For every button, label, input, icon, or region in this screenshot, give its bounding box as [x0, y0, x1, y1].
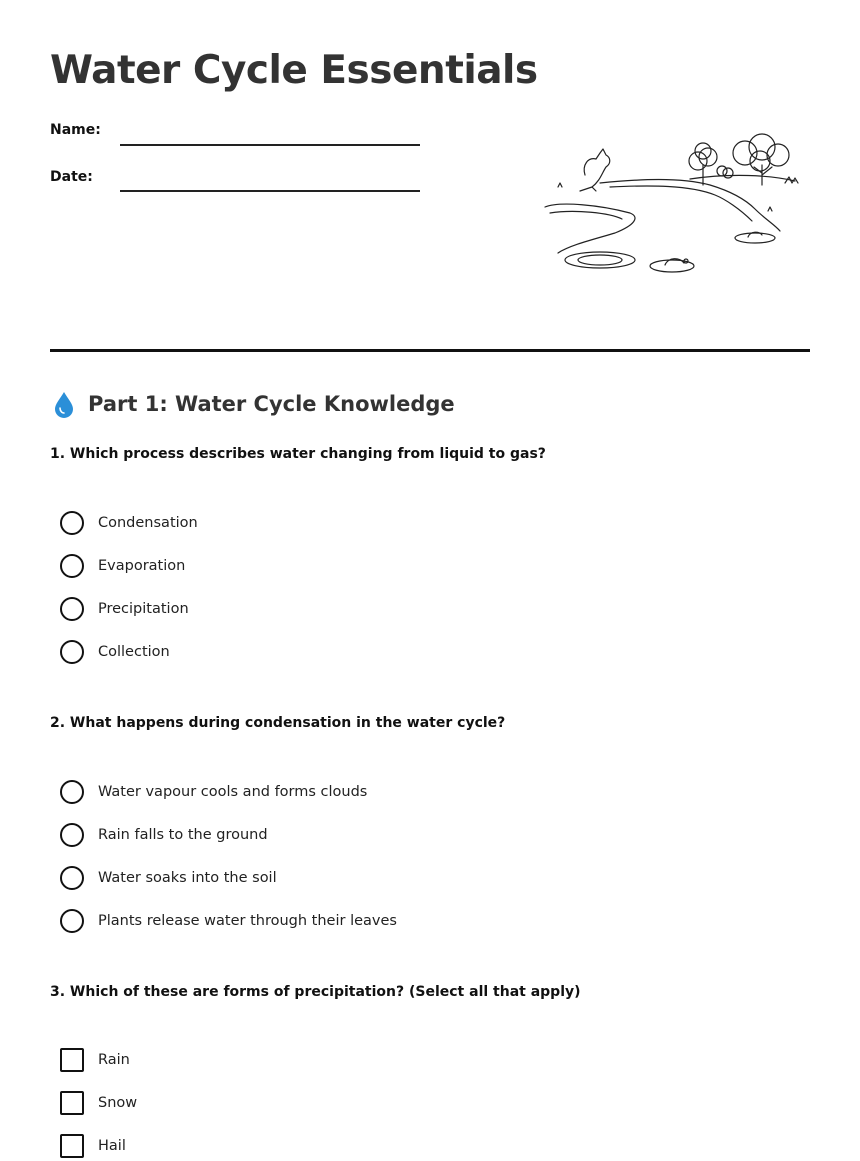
- landscape-illustration: [540, 125, 810, 280]
- q1-option-2[interactable]: [60, 554, 185, 578]
- option-label: Hail: [98, 1138, 126, 1154]
- radio-button[interactable]: [60, 640, 84, 664]
- page-title: Water Cycle Essentials: [50, 48, 538, 93]
- date-line[interactable]: [120, 190, 420, 192]
- q3-option-3[interactable]: [60, 1134, 126, 1158]
- option-label: Water soaks into the soil: [98, 870, 277, 886]
- option-label: Water vapour cools and forms clouds: [98, 784, 368, 800]
- option-label: Rain: [98, 1052, 130, 1068]
- option-label: Precipitation: [98, 601, 189, 617]
- option-label: Evaporation: [98, 558, 186, 574]
- q3-option-1[interactable]: [60, 1048, 130, 1072]
- q1-option-4[interactable]: [60, 640, 170, 664]
- option-label: Condensation: [98, 515, 198, 531]
- radio-button[interactable]: [60, 597, 84, 621]
- question-3: 3. Which of these are forms of precipitation? (Select all that apply): [50, 984, 581, 1000]
- water-drop-icon: [52, 390, 76, 418]
- radio-button[interactable]: [60, 823, 84, 847]
- checkbox[interactable]: [60, 1048, 84, 1072]
- q2-option-2[interactable]: [60, 823, 268, 847]
- option-label: Collection: [98, 644, 170, 660]
- section-heading: [52, 390, 455, 418]
- question-1: 1. Which process describes water changing from liquid to gas?: [50, 446, 546, 462]
- question-2: 2. What happens during condensation in the water cycle?: [50, 715, 506, 731]
- radio-button[interactable]: [60, 909, 84, 933]
- name-line[interactable]: [120, 144, 420, 146]
- q1-option-3[interactable]: [60, 597, 189, 621]
- radio-button[interactable]: [60, 511, 84, 535]
- q2-option-3[interactable]: [60, 866, 277, 890]
- q2-option-4[interactable]: [60, 909, 397, 933]
- name-label: Name:: [50, 122, 101, 138]
- q1-option-1[interactable]: [60, 511, 198, 535]
- q2-option-1[interactable]: [60, 780, 367, 804]
- option-label: Plants release water through their leaves: [98, 913, 397, 929]
- checkbox[interactable]: [60, 1091, 84, 1115]
- q3-option-2[interactable]: [60, 1091, 137, 1115]
- radio-button[interactable]: [60, 866, 84, 890]
- section-divider: [50, 349, 810, 352]
- checkbox[interactable]: [60, 1134, 84, 1158]
- radio-button[interactable]: [60, 780, 84, 804]
- radio-button[interactable]: [60, 554, 84, 578]
- date-label: Date:: [50, 169, 93, 185]
- section-title: Part 1: Water Cycle Knowledge: [88, 392, 455, 416]
- option-label: Rain falls to the ground: [98, 827, 268, 843]
- option-label: Snow: [98, 1095, 138, 1111]
